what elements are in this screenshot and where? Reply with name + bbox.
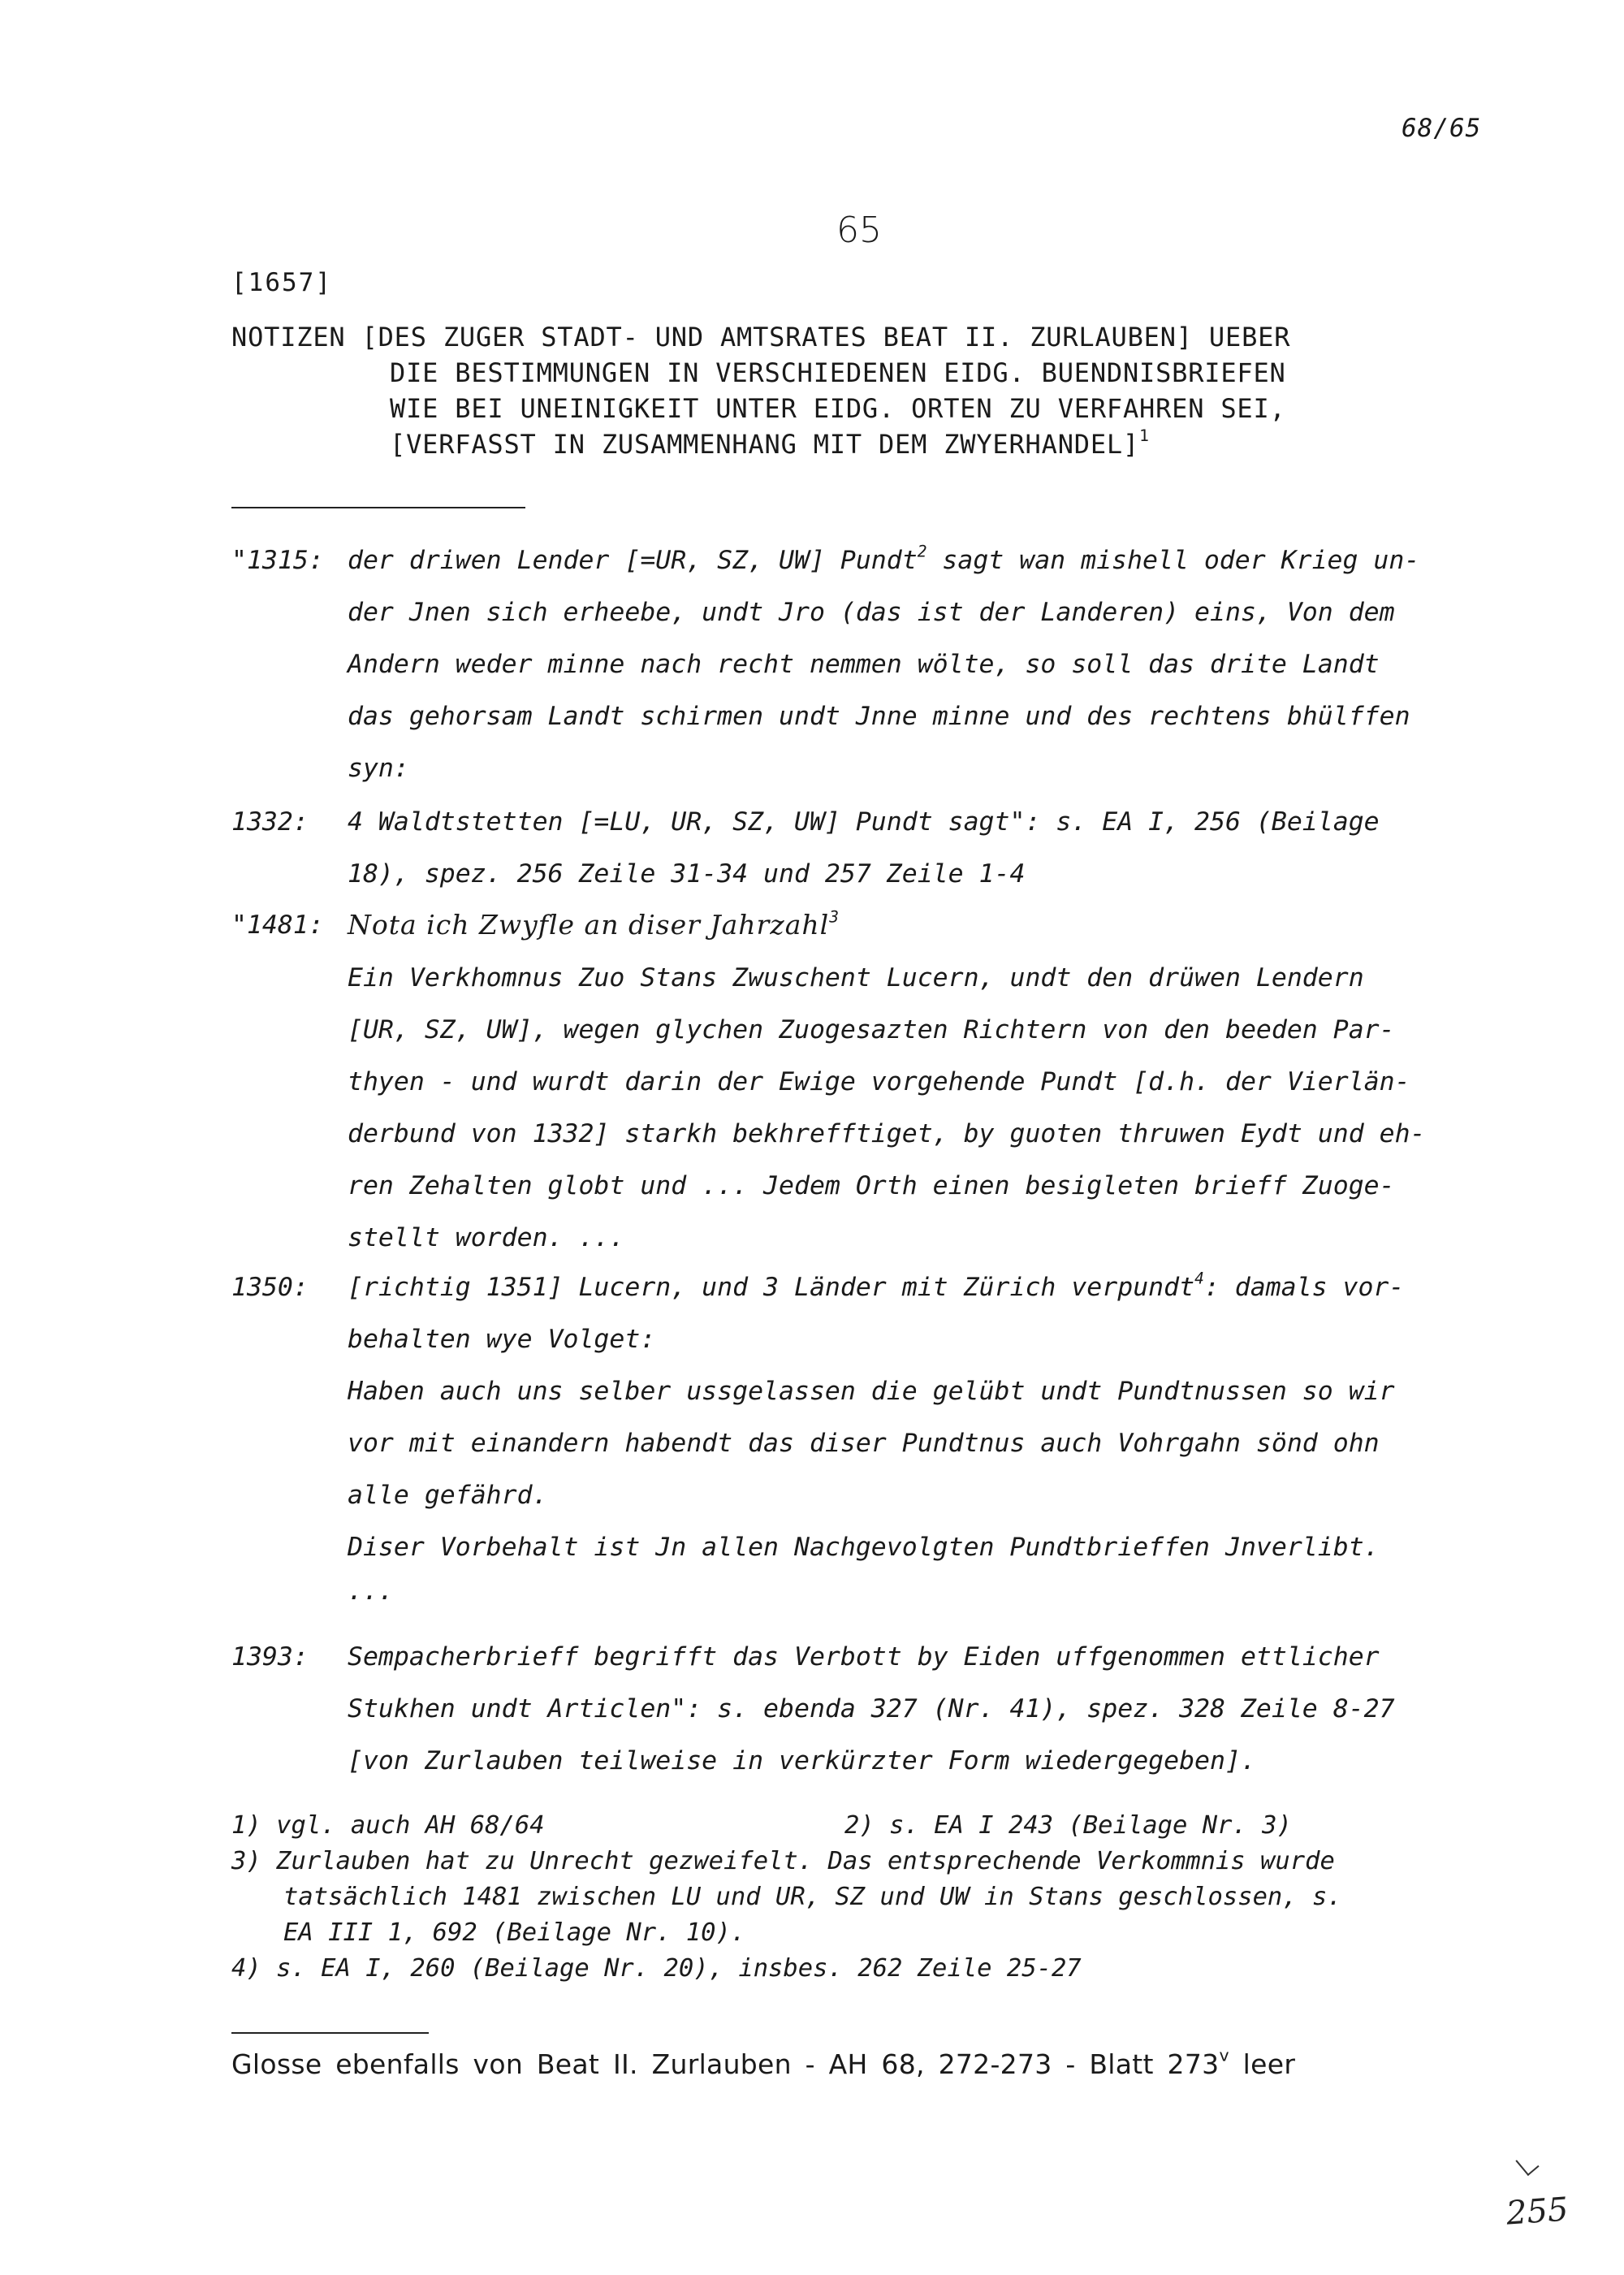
footnote-3: 3) Zurlauben hat zu Unrecht gezweifelt. Das entsprechende Verkommnis wurde <box>231 1847 1335 1875</box>
entry-line: ren Zehalten globt und ... Jedem Orth einen besigleten brieff Zuoge- <box>348 1171 1395 1200</box>
archive-reference: 68/65 <box>1402 114 1482 143</box>
title-line: DIE BESTIMMUNGEN IN VERSCHIEDENEN EIDG. BUENDNISBRIEFEN <box>390 357 1286 388</box>
divider <box>231 2032 429 2034</box>
footnote-ref: 4 <box>1194 1269 1204 1288</box>
footnote-4: 4) s. EA I, 260 (Beilage Nr. 20), insbes. 262 Zeile 25-27 <box>231 1954 1082 1983</box>
entry-line: Andern weder minne nach recht nemmen wölte, so soll das drite Landt <box>348 650 1380 679</box>
entry-line: 4 Waldtstetten [=LU, UR, SZ, UW] Pundt sagt": s. EA I, 256 (Beilage <box>348 807 1380 837</box>
footnote-ref: 2 <box>917 542 927 561</box>
entry-line: Sempacherbrieff begrifft das Verbott by Eiden uffgenommen ettlicher <box>348 1642 1380 1672</box>
footnote-3-cont: EA III 1, 692 (Beilage Nr. 10). <box>283 1918 746 1947</box>
title-line: [VERFASST IN ZUSAMMENHANG MIT DEM ZWYERHANDEL]$^1$ <box>390 426 1150 460</box>
entry-line: ... <box>348 1576 394 1606</box>
footnote-ref: 1 <box>1139 426 1150 446</box>
footnote-2: 2) s. EA I 243 (Beilage Nr. 3) <box>844 1811 1292 1840</box>
entry-line: [von Zurlauben teilweise in verkürzter Form wiedergegeben]. <box>348 1746 1256 1775</box>
archive-folio-mark: 255 <box>1505 2191 1570 2233</box>
footnote-row <box>231 1808 1531 1844</box>
entry-line: der driwen Lender [=UR, SZ, UW] Pundt$^2$ sagt wan mishell oder Krieg un- <box>348 542 1420 575</box>
entry-1481 <box>231 899 1510 1264</box>
document-year: [1657] <box>231 268 332 297</box>
page-number: 65 <box>836 210 882 251</box>
entry-line: alle gefährd. <box>348 1481 548 1510</box>
footnotes <box>231 1808 1531 1987</box>
footnote-ref: 3 <box>829 907 839 927</box>
entry-line: Haben auch uns selber ussgelassen die gelübt undt Pundtnussen so wir <box>348 1377 1395 1406</box>
footnote-3-cont: tatsächlich 1481 zwischen LU und UR, SZ und UW in Stans geschlossen, s. <box>283 1883 1342 1911</box>
entry-line: derbund von 1332] starkh bekhrefftiget, by guoten thruwen Eydt und eh- <box>348 1119 1426 1148</box>
entry-line: 18), spez. 256 Zeile 31-34 und 257 Zeile 1-4 <box>348 859 1026 889</box>
checkmark-icon <box>1515 2152 1539 2176</box>
entry-line: stellt worden. ... <box>348 1223 625 1252</box>
footnote-1: 1) vgl. auch AH 68/64 <box>231 1811 545 1840</box>
entry-line: der Jnen sich erheebe, undt Jro (das ist der Landeren) eins, Von dem <box>348 598 1395 627</box>
entry-1350 <box>231 1261 1510 1609</box>
title-line: WIE BEI UNEINIGKEIT UNTER EIDG. ORTEN ZU VERFAHREN SEI, <box>390 393 1286 424</box>
entry-line: das gehorsam Landt schirmen undt Jnne minne und des rechtens bhülffen <box>348 702 1410 731</box>
entry-line: vor mit einandern habendt das diser Pundtnus auch Vohrgahn sönd ohn <box>348 1429 1380 1458</box>
entry-label: "1481: <box>231 910 324 940</box>
entry-line: behalten wye Volget: <box>348 1325 656 1354</box>
title-line: NOTIZEN [DES ZUGER STADT- UND AMTSRATES BEAT II. ZURLAUBEN] UEBER <box>231 322 1291 352</box>
entry-line: thyen - und wurdt darin der Ewige vorgehende Pundt [d.h. der Vierlän- <box>348 1067 1410 1096</box>
entry-line: Diser Vorbehalt ist Jn allen Nachgevolgten Pundtbrieffen Jnverlibt. <box>348 1533 1380 1562</box>
entry-line: [richtig 1351] Lucern, und 3 Länder mit Zürich verpundt$^4$: damals vor- <box>348 1269 1405 1302</box>
entry-1332 <box>231 796 1510 900</box>
entry-label: 1393: <box>231 1642 309 1672</box>
divider <box>231 507 525 508</box>
entry-line: Ein Verkhomnus Zuo Stans Zwuschent Lucern, undt den drüwen Lendern <box>348 963 1364 993</box>
entry-line: [UR, SZ, UW], wegen glychen Zuogesazten Richtern von den beeden Par- <box>348 1015 1395 1045</box>
entry-label: 1350: <box>231 1273 309 1302</box>
entry-label: 1332: <box>231 807 309 837</box>
entry-line: Stukhen undt Articlen": s. ebenda 327 (Nr. 41), spez. 328 Zeile 8-27 <box>348 1694 1395 1724</box>
entry-1315 <box>231 534 1510 794</box>
gloss-note: Glosse ebenfalls von Beat II. Zurlauben - AH 68, 272-273 - Blatt 273$^v$ leer <box>231 2045 1296 2080</box>
entry-line: syn: <box>348 754 409 783</box>
document-title <box>231 319 1514 462</box>
handwritten-note: Nota ich Zwyfle an diser Jahrzahl$^3$ <box>348 907 839 941</box>
entry-label: "1315: <box>231 546 324 575</box>
entry-1393 <box>231 1631 1510 1787</box>
